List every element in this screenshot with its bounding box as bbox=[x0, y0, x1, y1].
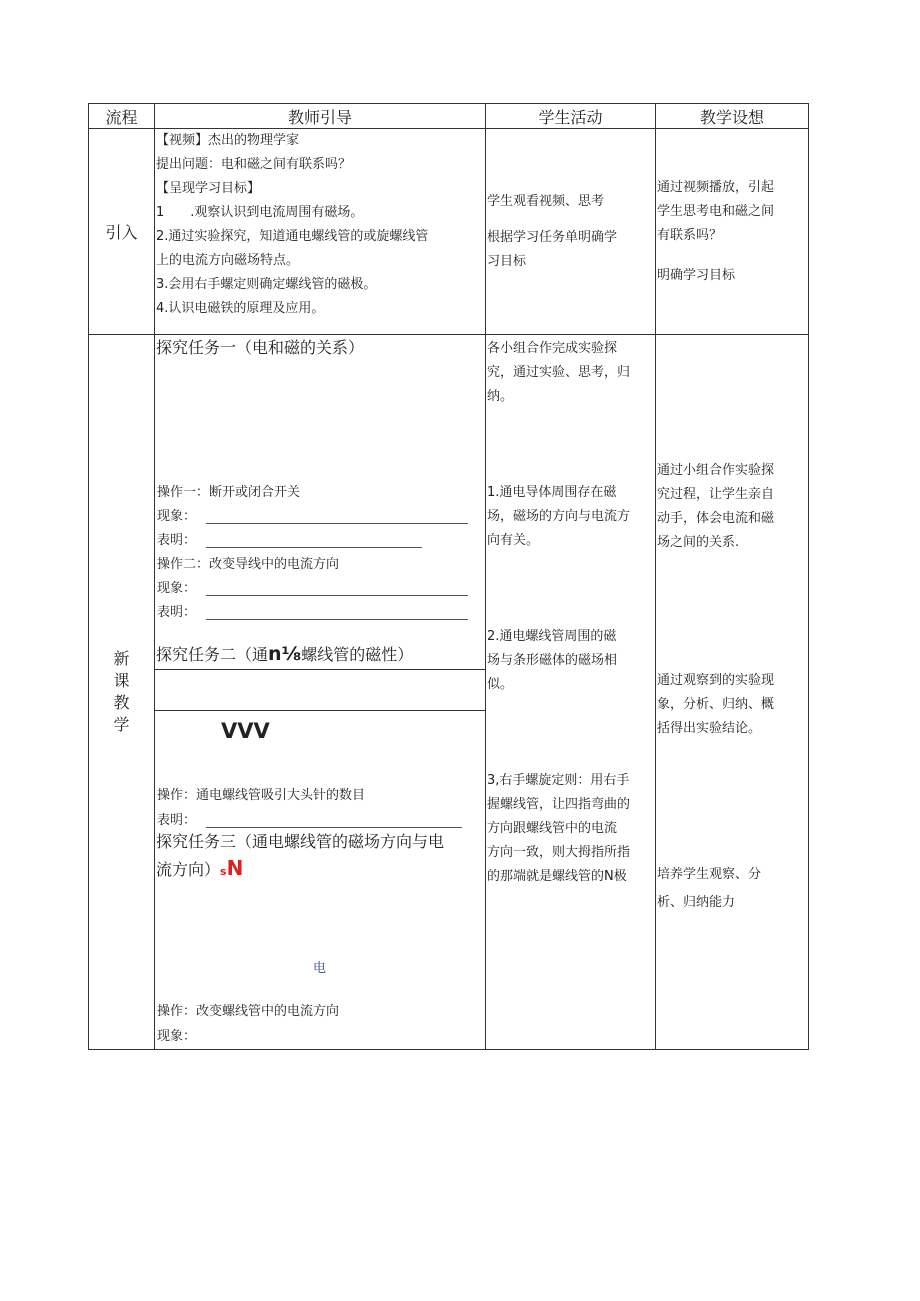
student-line: 场与条形磁体的磁场相 bbox=[487, 653, 618, 668]
intro-student-line: 根据学习任务单明确学 bbox=[487, 229, 618, 245]
task2-title-pre: 探究任务二（通 bbox=[156, 645, 269, 664]
intro-teacher-cell bbox=[155, 129, 486, 335]
task1-op2: 操作二：改变导线中的电流方向 bbox=[157, 557, 340, 572]
intro-design-line: 学生思考电和磁之间 bbox=[657, 203, 775, 219]
student-line: 的那端就是螺线管的N极 bbox=[487, 869, 627, 884]
intro-teacher-line: 4.认识电磁铁的原理及应用。 bbox=[156, 301, 325, 316]
answer-blank bbox=[206, 813, 462, 828]
task2-figure-box bbox=[154, 669, 486, 711]
design-line: 动手，体会电流和磁 bbox=[657, 511, 775, 526]
magnet-s-pole-label: s bbox=[220, 865, 227, 878]
design-line: 括得出实验结论。 bbox=[657, 721, 762, 736]
new-lesson-design-cell bbox=[656, 335, 809, 1050]
intro-row bbox=[89, 129, 809, 335]
student-line: 向有关。 bbox=[487, 533, 540, 548]
task2-title-symbol: n⅛ bbox=[268, 643, 302, 665]
shows-label: 表明： bbox=[157, 533, 197, 548]
header-teacher-guide: 教师引导 bbox=[155, 104, 486, 129]
stage-char: 教 bbox=[113, 693, 130, 712]
task3-title-line2 bbox=[156, 855, 243, 885]
observation-label: 现象： bbox=[157, 581, 197, 596]
student-para-1 bbox=[486, 337, 630, 409]
design-para-2 bbox=[656, 669, 774, 741]
lesson-plan-table bbox=[88, 103, 809, 1050]
intro-teacher-line: 【视频】杰出的物理学家 bbox=[156, 133, 300, 148]
student-para-4 bbox=[486, 769, 630, 889]
student-line: 场，磁场的方向与电流方 bbox=[487, 509, 631, 524]
task1-observation-line-2 bbox=[156, 577, 468, 601]
student-line: 各小组合作完成实验探 bbox=[487, 341, 618, 356]
intro-design-line: 通过视频播放，引起 bbox=[657, 179, 775, 195]
stage-new-lesson bbox=[89, 335, 155, 1050]
student-line: 握螺线管，让四指弯曲的 bbox=[487, 797, 631, 812]
design-line: 象，分析、归纳、概 bbox=[657, 697, 775, 712]
design-line: 析、归纳能力 bbox=[657, 895, 736, 910]
intro-design-cell bbox=[656, 129, 809, 335]
header-row bbox=[89, 104, 809, 129]
student-line: 1.通电导体周围存在磁 bbox=[487, 485, 617, 500]
design-line: 通过观察到的实验现 bbox=[657, 673, 775, 688]
stage-char: 课 bbox=[113, 671, 130, 690]
intro-student-cell bbox=[486, 129, 656, 335]
header-teaching-design: 教学设想 bbox=[656, 104, 809, 129]
student-para-2 bbox=[486, 481, 630, 553]
new-lesson-teacher-cell bbox=[155, 335, 486, 1050]
design-line: 培养学生观察、分 bbox=[657, 867, 762, 882]
task1-title: 探究任务一（电和磁的关系） bbox=[156, 338, 365, 357]
task2-op: 操作：通电螺线管吸引大头针的数目 bbox=[157, 788, 366, 803]
task1-observation-line bbox=[156, 505, 468, 529]
magnet-n-pole-label: N bbox=[226, 856, 244, 880]
intro-teacher-line: 提出问题：电和磁之间有联系吗？ bbox=[156, 157, 352, 172]
answer-blank bbox=[206, 605, 468, 620]
design-para-3 bbox=[656, 863, 761, 915]
task2-title-post: 螺线管的磁性） bbox=[301, 645, 414, 664]
intro-teacher-line: 上的电流方向磁场特点。 bbox=[156, 253, 300, 268]
task3-title-text: 流方向） bbox=[156, 860, 221, 879]
student-line: 方向一致，则大拇指所指 bbox=[487, 845, 631, 860]
student-line: 究，通过实验、思考，归 bbox=[487, 365, 631, 380]
answer-blank bbox=[206, 581, 468, 596]
answer-blank bbox=[206, 509, 468, 524]
design-para-1 bbox=[656, 459, 774, 555]
task3-observation-label: 现象： bbox=[157, 1029, 197, 1044]
intro-teacher-line: 【呈现学习目标】 bbox=[156, 181, 261, 196]
task2-title bbox=[156, 641, 413, 668]
electric-label: 电 bbox=[313, 961, 327, 976]
stage-char: 新 bbox=[113, 649, 130, 668]
task1-shows-line bbox=[156, 529, 422, 553]
task3-op: 操作：改变螺线管中的电流方向 bbox=[157, 1004, 340, 1019]
student-line: 方向跟螺线管中的电流 bbox=[487, 821, 618, 836]
task1-op1: 操作一：断开或闭合开关 bbox=[157, 485, 301, 500]
design-line: 通过小组合作实验探 bbox=[657, 463, 775, 478]
student-para-3 bbox=[486, 625, 617, 697]
task2-vvv: VVV bbox=[221, 719, 270, 743]
student-line: 似。 bbox=[487, 677, 514, 692]
observation-label: 现象： bbox=[157, 509, 197, 524]
header-process: 流程 bbox=[89, 104, 155, 129]
intro-teacher-line: 2.通过实验探究，知道通电螺线管的或旋螺线管 bbox=[156, 229, 429, 244]
shows-label: 表明： bbox=[157, 605, 197, 620]
task3-title-line1: 探究任务三（通电螺线管的磁场方向与电 bbox=[156, 832, 445, 851]
intro-student-line: 学生观看视频、思考 bbox=[487, 193, 605, 209]
answer-blank bbox=[206, 533, 422, 548]
student-line: 3,右手螺旋定则：用右手 bbox=[487, 773, 630, 788]
stage-intro: 引入 bbox=[89, 129, 155, 335]
student-line: 2.通电螺线管周围的磁 bbox=[487, 629, 617, 644]
design-line: 究过程，让学生亲自 bbox=[657, 487, 775, 502]
intro-teacher-line: 1 .观察认识到电流周围有磁场。 bbox=[156, 205, 364, 220]
design-line: 场之间的关系. bbox=[657, 535, 740, 550]
shows-label: 表明： bbox=[157, 813, 197, 828]
student-line: 纳。 bbox=[487, 389, 514, 404]
task1-shows-line-2 bbox=[156, 601, 468, 625]
new-lesson-student-cell bbox=[486, 335, 656, 1050]
stage-char: 学 bbox=[113, 715, 130, 734]
header-student-activity: 学生活动 bbox=[486, 104, 656, 129]
new-lesson-row bbox=[89, 335, 809, 1050]
intro-design-line: 有联系吗？ bbox=[657, 227, 723, 243]
intro-student-line: 习目标 bbox=[487, 253, 527, 269]
intro-design-line: 明确学习目标 bbox=[657, 267, 736, 283]
intro-teacher-line: 3.会用右手螺定则确定螺线管的磁极。 bbox=[156, 277, 377, 292]
